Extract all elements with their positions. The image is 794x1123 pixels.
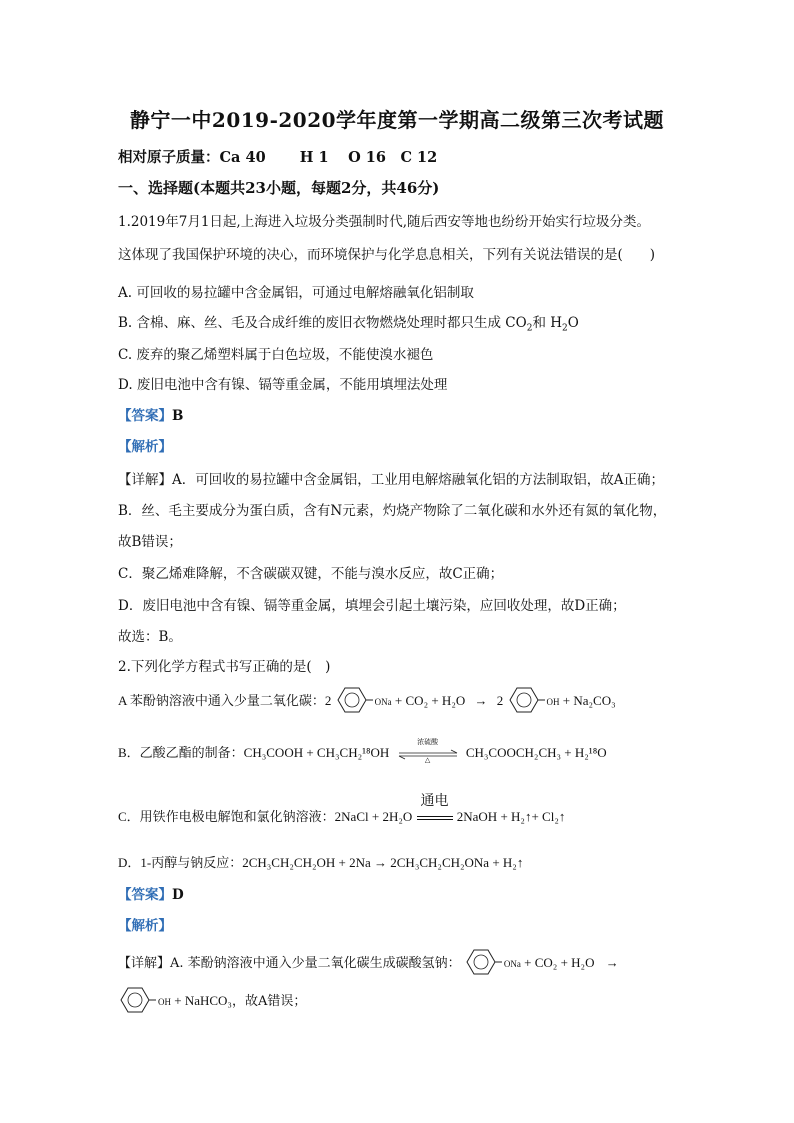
reversible-arrow-icon — [395, 738, 461, 765]
q1-option-b-end: O — [567, 315, 579, 331]
reaction-arrow: → — [474, 692, 488, 708]
catalyst-label: 浓硫酸 — [417, 738, 439, 747]
answer-tag: 【答案】 — [118, 408, 172, 424]
q1-stem-line1: 1.2019年7月1日起,上海进入垃圾分类强制时代,随后西安等地也纷纷开始实行垃圾分类。 — [118, 214, 650, 230]
q1-option-d: D. 废旧电池中含有镍、镉等重金属，不能用填埋法处理 — [118, 377, 448, 393]
ona-label: ONa — [503, 958, 521, 969]
atomic-mass-line: 相对原子质量：Ca 40 H 1 O 16 C 12 — [118, 149, 438, 166]
q1-detail-b2: 故B错误； — [118, 534, 182, 550]
electrolysis-arrow — [416, 794, 454, 825]
oh-label: OH — [158, 996, 171, 1007]
q1-option-c: C. 废弃的聚乙烯塑料属于白色垃圾，不能使溴水褪色 — [118, 347, 434, 363]
q2-detail-a — [118, 948, 619, 980]
q1-detail-b1: B．丝、毛主要成分为蛋白质，含有N元素，灼烧产物除了二氧化碳和水外还有氮的氧化物， — [118, 503, 667, 519]
q2-option-a — [118, 686, 616, 718]
q2-option-c-text: C．用铁作电极电解饱和氯化钠溶液：2NaCl + 2H₂O — [118, 809, 413, 824]
q2-option-b-text: B．乙酸乙酯的制备：CH₃COOH + CH₃CH₂¹⁸OH — [118, 745, 390, 760]
coefficient-2: 2 — [496, 692, 504, 708]
q1-detail-d: D．废旧电池中含有镍、镉等重金属，填埋会引起土壤污染，应回收处理，故D正确； — [118, 598, 626, 614]
co2-h2o-term: + CO₂ + H₂O — [524, 954, 595, 970]
answer-value: D — [172, 887, 184, 903]
q2-option-b-product: CH₃COOCH₂CH₃ + H₂¹⁸O — [465, 745, 607, 760]
nahco3-term: + NaHCO₃ — [174, 992, 232, 1008]
reaction-arrow: → — [605, 954, 619, 970]
exam-title: 静宁一中2019-2020学年度第一学期高二级第三次考试题 — [129, 108, 665, 132]
q1-option-b: B. 含棉、麻、丝、毛及合成纤维的废旧衣物燃烧处理时都只生成 $CO_2$和 $H_2O$ — [118, 315, 579, 334]
q2-option-b — [118, 738, 607, 765]
condition-label: 通电 — [420, 794, 449, 809]
q2-stem: 2.下列化学方程式书写正确的是( ) — [118, 659, 331, 675]
q2-option-a-text: A 苯酚钠溶液中通入少量二氧化碳：2 — [118, 692, 332, 708]
q1-option-b-pre: B. 含棉、麻、丝、毛及合成纤维的废旧衣物燃烧处理时都只生成 CO — [118, 315, 527, 331]
ona-label: ONa — [374, 696, 392, 707]
oh-label: OH — [546, 696, 560, 707]
q2-detail-a-end: ，故A错误； — [231, 993, 307, 1009]
na2co3-term: + Na₂CO₃ — [562, 692, 616, 708]
q2-analysis-tag: 【解析】 — [118, 918, 172, 934]
section-header: 一、选择题(本题共23小题，每题2分，共46分) — [118, 179, 440, 197]
answer-tag: 【答案】 — [118, 887, 172, 903]
q1-detail-c: C．聚乙烯难降解，不含碳碳双键，不能与溴水反应，故C正确； — [118, 566, 504, 582]
q2-detail-a-cont — [118, 986, 306, 1018]
q2-answer — [118, 883, 184, 903]
q1-option-b-mid: 和 H — [532, 315, 563, 331]
q1-answer — [118, 404, 183, 424]
q2-detail-a-text: 【详解】A. 苯酚钠溶液中通入少量二氧化碳生成碳酸氢钠： — [118, 955, 461, 971]
equals-bar-icon — [417, 816, 453, 820]
co2-h2o-term: + CO₂ + H₂O — [394, 692, 466, 708]
q1-detail-a: 【详解】A．可回收的易拉罐中含金属铝，工业用电解熔融氧化铝的方法制取铝，故A正确； — [118, 472, 664, 488]
heat-label: △ — [424, 756, 431, 765]
answer-value: B — [172, 408, 184, 424]
q1-analysis-tag: 【解析】 — [118, 439, 172, 455]
q1-stem-line2: 这体现了我国保护环境的决心，而环境保护与化学息息相关，下列有关说法错误的是( ) — [118, 247, 656, 263]
q2-option-d: D．1-丙醇与钠反应：2CH₃CH₂CH₂OH + 2Na → 2CH₃CH₂CH₂ONa + H₂↑ — [118, 855, 524, 870]
q1-conclusion: 故选：B。 — [118, 629, 182, 645]
q1-option-a: A. 可回收的易拉罐中含金属铝，可通过电解熔融氧化铝制取 — [118, 285, 474, 301]
q2-option-c — [118, 794, 566, 825]
q2-option-c-product: 2NaOH + H₂↑+ Cl₂↑ — [456, 809, 566, 824]
